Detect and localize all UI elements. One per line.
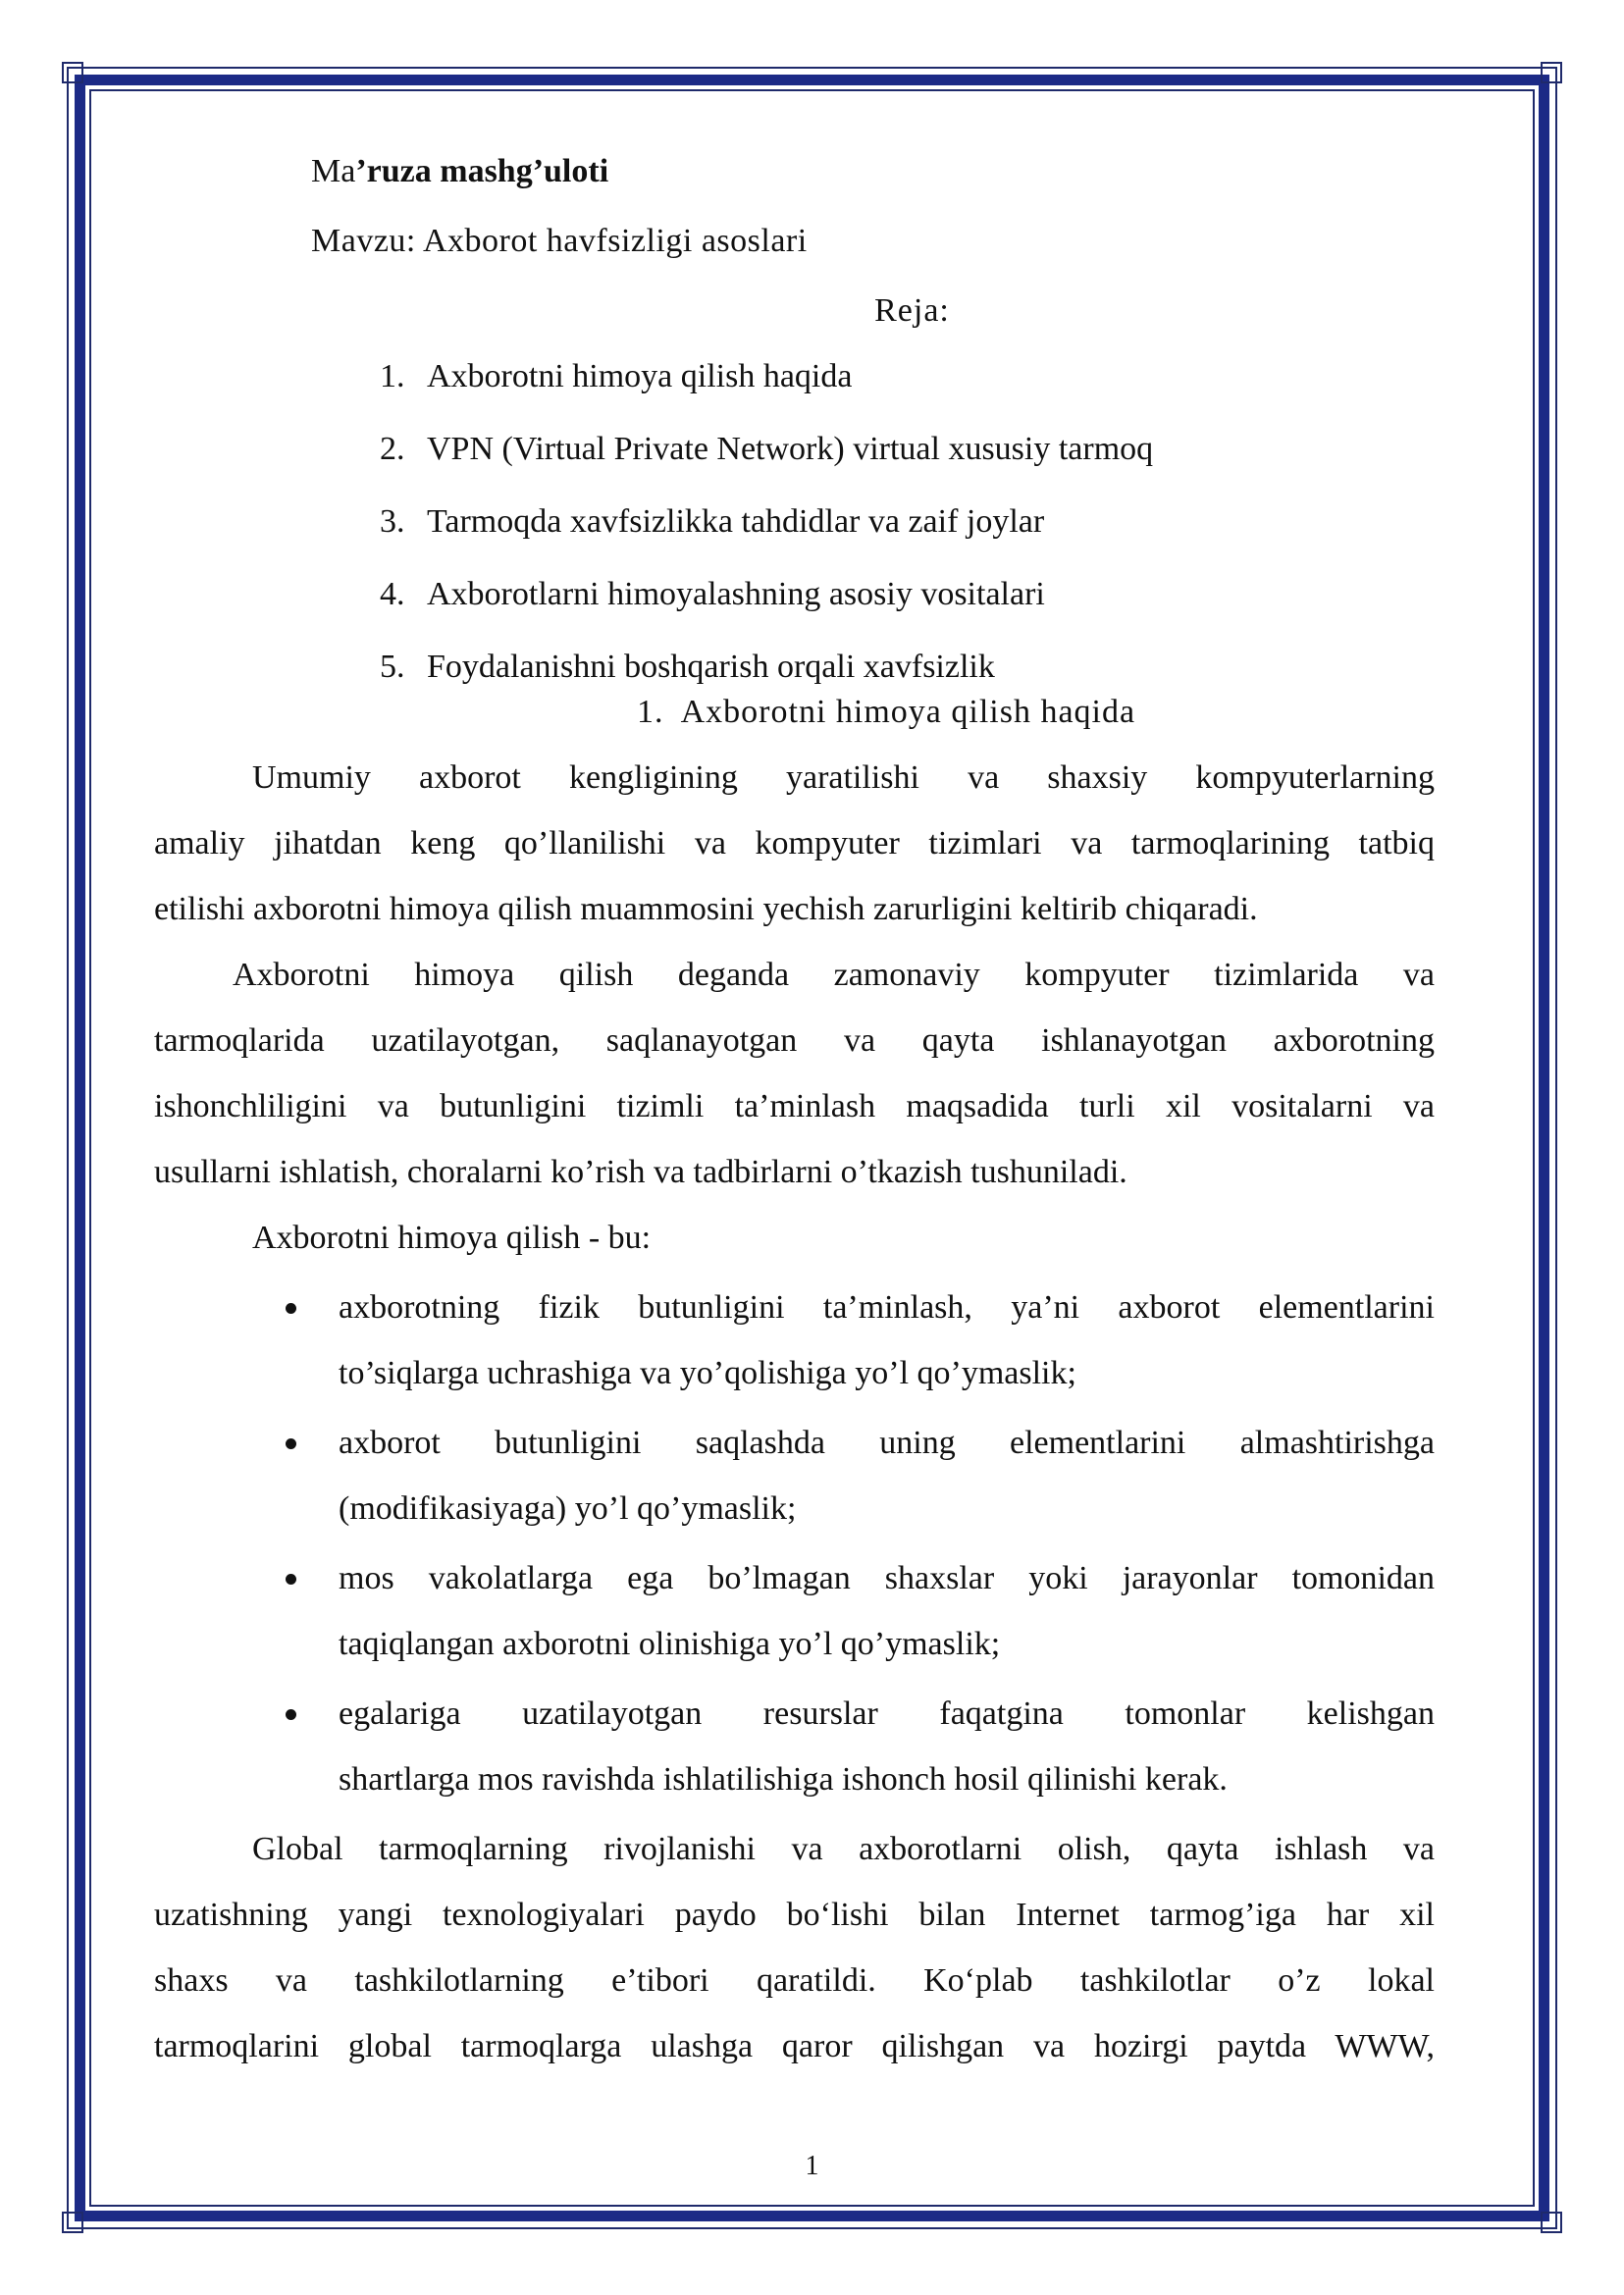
plan-heading: Reja: [874, 292, 950, 329]
plan-item-number: 4. [380, 576, 405, 612]
bullet-item [286, 1690, 1435, 1803]
bullet-line: (modifikasiyaga) yo’l qo’ymaslik; [339, 1490, 797, 1527]
plan-item-number: 2. [380, 431, 405, 467]
plan-item [380, 497, 1513, 546]
bullet-item [286, 1554, 1435, 1668]
border-corner-ornament [1541, 2212, 1562, 2233]
paragraph-line: ishonchliligini va butunligini tizimli ta’minlash maqsadida turli xil vositalarni va [154, 1088, 1435, 1124]
topic-line: Mavzu: Axborot havfsizligi asoslari [311, 223, 808, 259]
paragraph-line: amaliy jihatdan keng qo’llanilishi va kompyuter tizimlari va tarmoqlarining tatbiq [154, 825, 1435, 861]
bullet-line: taqiqlangan axborotni olinishiga yo’l qo’ymaslik; [339, 1626, 1001, 1662]
paragraph-line: Global tarmoqlarning rivojlanishi va axborotlarni olish, qayta ishlash va [252, 1831, 1435, 1867]
plan-item-text: Axborotlarni himoyalashning asosiy vositalari [427, 576, 1045, 612]
border-corner-ornament [62, 62, 83, 83]
definition-intro: Axborotni himoya qilish - bu: [252, 1220, 652, 1256]
paragraph-line: Umumiy axborot kengligining yaratilishi va shaxsiy kompyuterlarning [252, 759, 1435, 796]
bullet-item [286, 1419, 1435, 1533]
paragraph-line: etilishi axborotni himoya qilish muammosini yechish zarurligini keltirib chiqaradi. [154, 891, 1258, 927]
paragraph-line: tarmoqlarida uzatilayotgan, saqlanayotgan va qayta ishlanayotgan axborotning [154, 1022, 1435, 1059]
paragraph-line: uzatishning yangi texnologiyalari paydo bo‘lishi bilan Internet tarmog’iga har xil [154, 1897, 1435, 1933]
plan-item [380, 425, 1513, 473]
plan-item [380, 352, 1513, 400]
plan-list [380, 352, 1513, 691]
bullet-dot-icon [286, 1574, 296, 1585]
definition-bullet-list [286, 1283, 1435, 1803]
plan-item-text: VPN (Virtual Private Network) virtual xususiy tarmoq [427, 431, 1154, 467]
plan-item-text: Tarmoqda xavfsizlikka tahdidlar va zaif joylar [427, 503, 1045, 540]
section-title: 1. Axborotni himoya qilish haqida [637, 694, 1136, 730]
plan-item-number: 5. [380, 649, 405, 685]
lecture-title [311, 147, 1513, 195]
plan-item-number: 3. [380, 503, 405, 540]
document-body [154, 147, 1513, 2088]
bullet-line: to’siqlarga uchrashiga va yo’qolishiga yo’l qo’ymaslik; [339, 1355, 1076, 1391]
paragraph-line: Axborotni himoya qilish deganda zamonaviy kompyuter tizimlarida va [233, 957, 1435, 993]
bullet-line: shartlarga mos ravishda ishlatilishiga ishonch hosil qilinishi kerak. [339, 1761, 1228, 1798]
paragraph-line: usullarni ishlatish, choralarni ko’rish va tadbirlarni o’tkazish tushuniladi. [154, 1154, 1127, 1190]
paragraph-line: shaxs va tashkilotlarning e’tibori qaratildi. Ko‘plab tashkilotlar o’z lokal [154, 1962, 1435, 1999]
bullet-item [286, 1283, 1435, 1397]
paragraph-3 [154, 1825, 1435, 2070]
bullet-line: mos vakolatlarga ega bo’lmagan shaxslar yoki jarayonlar tomonidan [339, 1560, 1435, 1596]
plan-item-text: Axborotni himoya qilish haqida [427, 358, 853, 394]
plan-item-number: 1. [380, 358, 405, 394]
bullet-dot-icon [286, 1709, 296, 1720]
bullet-line: axborot butunligini saqlashda uning elementlarini almashtirishga [339, 1425, 1435, 1461]
bullet-line: axborotning fizik butunligini ta’minlash, ya’ni axborot elementlarini [339, 1289, 1435, 1326]
bullet-line: egalariga uzatilayotgan resurslar faqatgina tomonlar kelishgan [339, 1695, 1435, 1732]
paragraph-line: tarmoqlarini global tarmoqlarga ulashga qaror qilishgan va hozirgi paytda WWW, [154, 2028, 1435, 2064]
plan-item [380, 643, 1513, 691]
page-number: 1 [805, 2151, 819, 2181]
border-corner-ornament [1541, 62, 1562, 83]
bullet-dot-icon [286, 1303, 296, 1314]
lecture-title-rest: ’ruza mashg’uloti [355, 153, 609, 189]
border-corner-ornament [62, 2212, 83, 2233]
plan-item [380, 570, 1513, 618]
lecture-title-prefix: Ma [311, 153, 356, 189]
bullet-dot-icon [286, 1438, 296, 1449]
paragraph-2 [154, 951, 1435, 1196]
plan-item-text: Foydalanishni boshqarish orqali xavfsizlik [427, 649, 995, 685]
paragraph-1 [154, 754, 1435, 933]
